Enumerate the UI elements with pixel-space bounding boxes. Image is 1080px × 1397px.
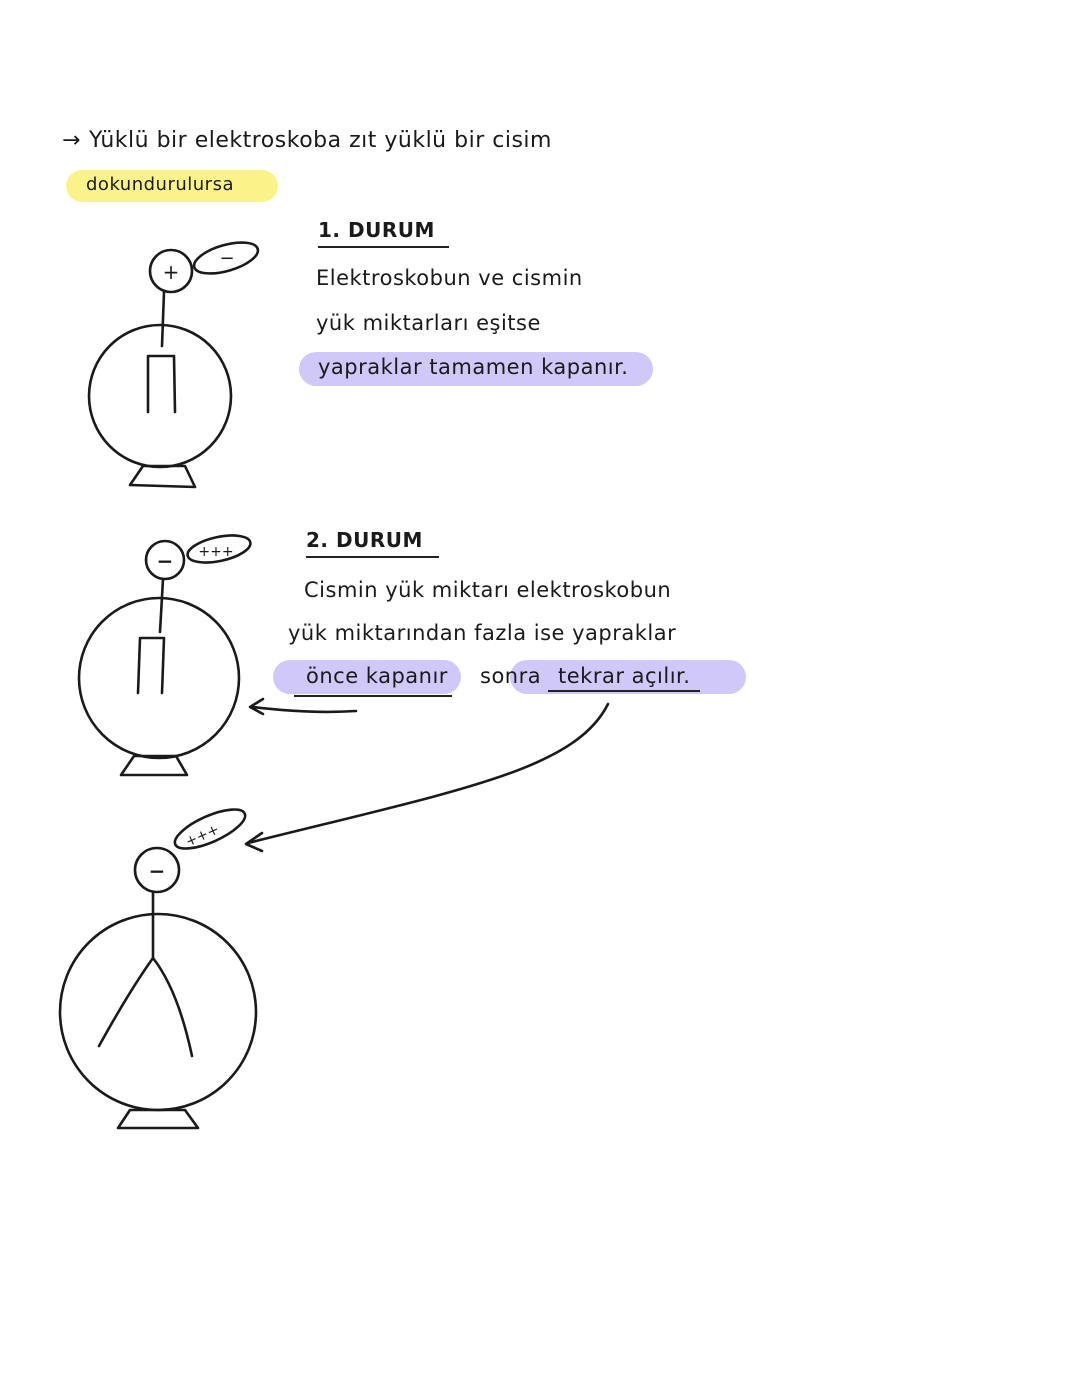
electroscope-1-body <box>89 325 231 467</box>
arrow-to-figure-2 <box>250 699 356 714</box>
knob-2-sign: − <box>156 549 174 573</box>
electroscope-2-body <box>79 598 239 758</box>
knob-3-sign: − <box>148 859 166 883</box>
case2-line3-second: tekrar açılır. <box>558 664 691 688</box>
case2-line1: Cismin yük miktarı elektroskobun <box>304 578 672 602</box>
right-arrow-icon: → <box>62 128 81 153</box>
electroscope-2-rod <box>160 579 163 632</box>
arrow-line-left <box>252 707 356 712</box>
electroscope-3-body <box>60 914 256 1110</box>
electroscope-3-leaves-open <box>99 958 192 1056</box>
case2-heading: 2. DURUM <box>306 528 439 558</box>
arrow-curve <box>248 704 608 843</box>
object-1-sign: − <box>219 248 235 269</box>
case1-line2: yük miktarları eşitse <box>316 311 541 335</box>
case2-line3-first: önce kapanır <box>306 664 448 688</box>
intro-text: Yüklü bir elektroskoba zıt yüklü bir cisim <box>88 128 552 153</box>
electroscope-figure-3 <box>60 802 256 1128</box>
arrow-to-figure-3 <box>246 704 608 851</box>
electroscope-3-base <box>118 1110 198 1128</box>
case1-line1: Elektroskobun ve cismin <box>316 266 583 290</box>
electroscope-1-leaves-closed <box>148 356 175 412</box>
object-2-sign: +++ <box>198 544 234 560</box>
case1-heading: 1. DURUM <box>318 218 449 248</box>
electroscope-1-base <box>130 466 195 487</box>
object-3-sign: +++ <box>183 821 222 851</box>
knob-1-sign: + <box>162 260 180 284</box>
electroscope-1-rod <box>162 292 164 346</box>
case2-line2: yük miktarından fazla ise yapraklar <box>288 621 677 645</box>
intro-condition: dokundurulursa <box>86 174 234 195</box>
electroscope-2-leaves-closed <box>138 638 164 693</box>
case1-line3: yapraklar tamamen kapanır. <box>318 355 629 379</box>
case2-line3-middle: sonra <box>480 664 542 688</box>
